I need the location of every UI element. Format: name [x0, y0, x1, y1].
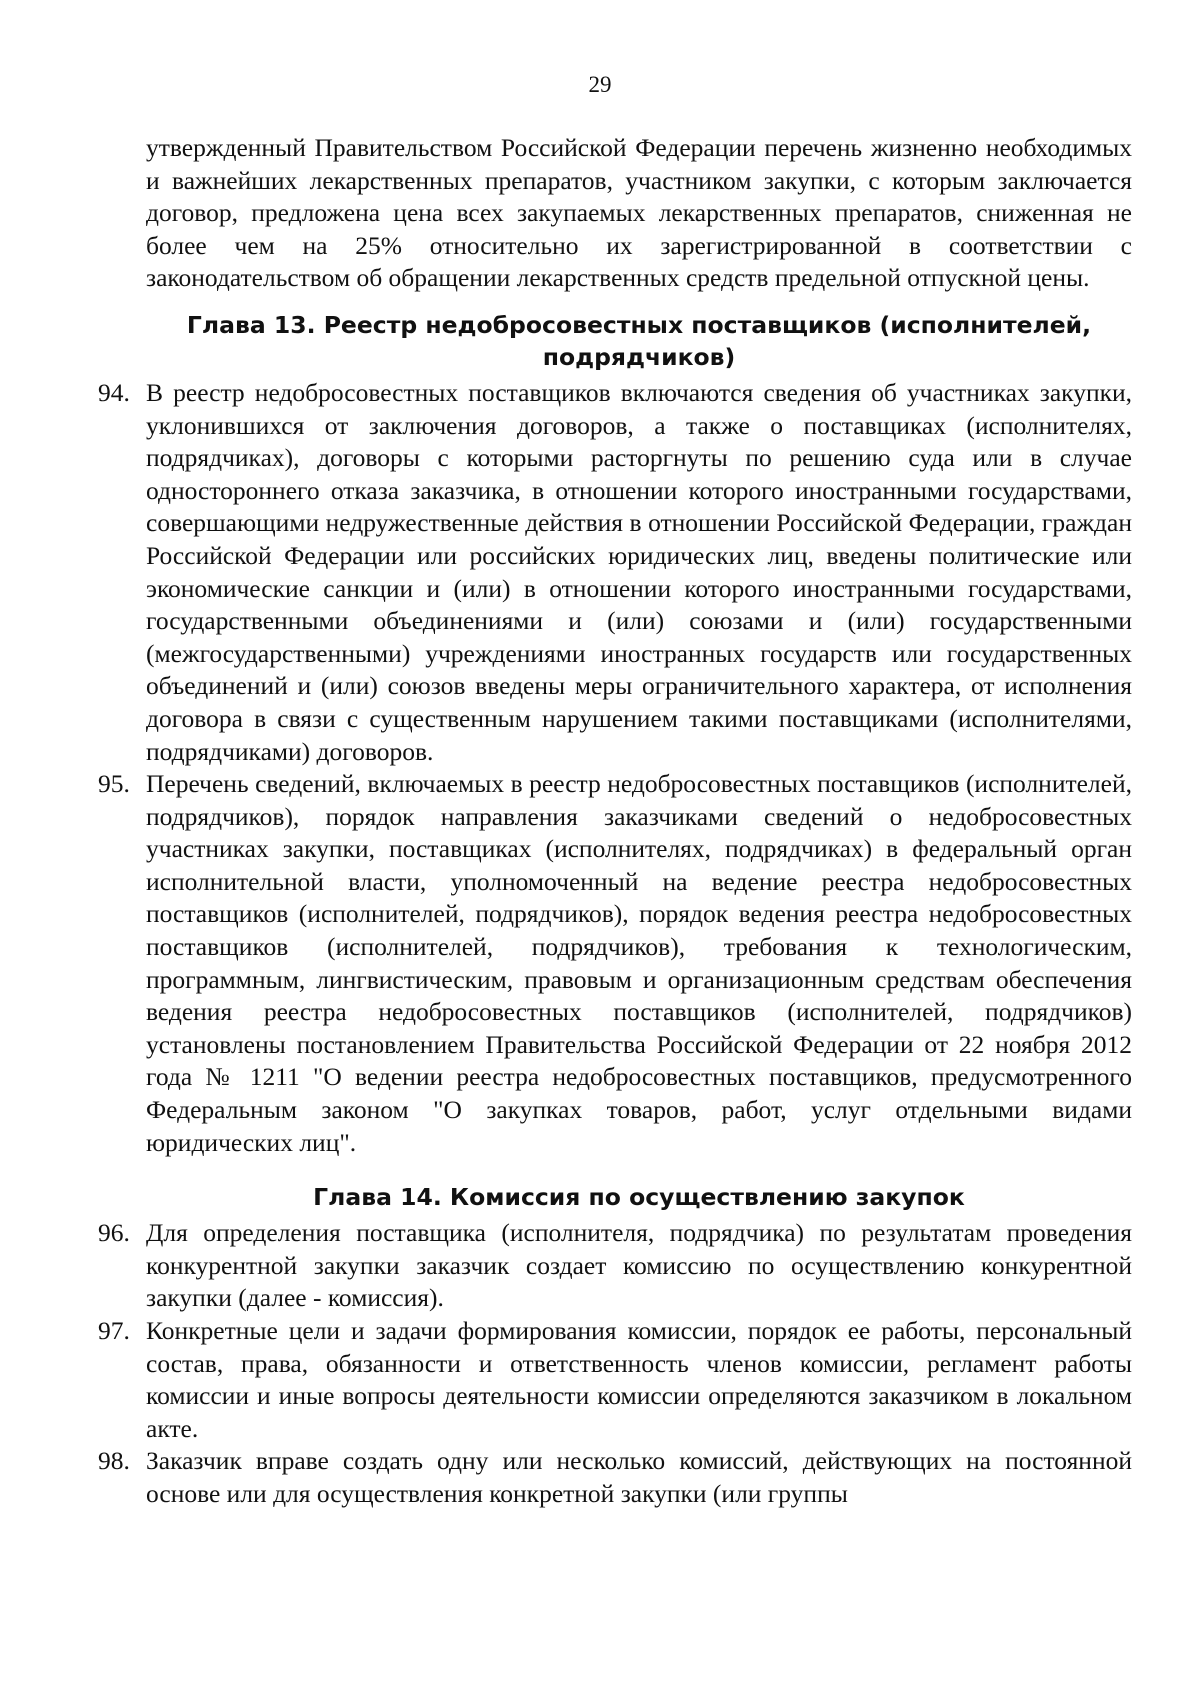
list-item	[98, 377, 1132, 768]
chapter-14-title: Глава 14. Комиссия по осуществлению закупок	[313, 1183, 965, 1212]
item-text: Перечень сведений, включаемых в реестр недобросовестных поставщиков (исполнителей, подрядчиков), порядок направления заказчиками сведений о недобросовестных участниках закупки, поставщиках (исполнителях, подрядчиках) в федеральный орган исполнительной власти, уполномоченный на ведение реестра недобросовестных поставщиков (исполнителей, подрядчиков), порядок ведения реестра недобросовестных поставщиков (исполнителей, подрядчиков), требования к технологическим, программным, лингвистическим, правовым и организационным средствам обеспечения ведения реестра недобросовестных поставщиков (исполнителей, подрядчиков) установлены постановлением Правительства Российской Федерации от 22 ноября 2012 года № 1211 "О ведении реестра недобросовестных поставщиков, предусмотренного Федеральным законом "О закупках товаров, работ, услуг отдельными видами юридических лиц".	[146, 769, 1132, 1157]
item-number: 95.	[98, 769, 130, 799]
item-number: 94.	[98, 377, 130, 407]
list-item	[98, 1315, 1132, 1445]
intro-paragraph: утвержденный Правительством Российской Федерации перечень жизненно необходимых и важнейших лекарственных препаратов, участником закупки, с которым заключается договор, предложена цена всех закупаемых лекарственных препаратов, сниженная не более чем на 25% относительно их зарегистрированной в соответствии с законодательством об обращении лекарственных средств предельной отпускной цены.	[146, 133, 1132, 293]
item-text: Заказчик вправе создать одну или несколько комиссий, действующих на постоянной основе или для осуществления конкретной закупки (или группы	[146, 1446, 1132, 1508]
document-body	[98, 132, 1132, 1511]
chapter-13-title: Глава 13. Реестр недобросовестных поставщиков (исполнителей, подрядчиков)	[186, 310, 1092, 371]
item-number: 97.	[98, 1316, 130, 1345]
item-text: В реестр недобросовестных поставщиков включаются сведения об участниках закупки, уклонившихся от заключения договоров, а также о поставщиках (исполнителях, подрядчиках), договоры с которыми расторгнуты по решению суда или в случае одностороннего отказа заказчика, в отношении которого иностранными государствами, совершающими недружественные действия в отношении Российской Федерации, граждан Российской Федерации или российских юридических лиц, введены политические или экономические санкции и (или) в отношении которого иностранными государствами, государственными объединениями и (или) союзами и (или) государственными (межгосударственными) учреждениями иностранных государств или государственных объединений и (или) союзов введены меры ограничительного характера, от исполнения договора в связи с существенным нарушением такими поставщиками (исполнителями, подрядчиками) договоров.	[146, 377, 1132, 766]
item-number: 96.	[98, 1218, 130, 1248]
list-item	[98, 1445, 1132, 1510]
page-number: 29	[588, 72, 612, 97]
item-number: 98.	[98, 1446, 130, 1476]
item-text: Для определения поставщика (исполнителя, подрядчика) по результатам проведения конкурентной закупки заказчик создает комиссию по осуществлению конкурентной закупки (далее - комиссия).	[146, 1218, 1132, 1313]
item-text: Конкретные цели и задачи формирования комиссии, порядок ее работы, персональный состав, права, обязанности и ответственность членов комиссии, регламент работы комиссии и иные вопросы деятельности комиссии определяются заказчиком в локальном акте.	[146, 1316, 1132, 1443]
list-item	[98, 1217, 1132, 1315]
list-item	[98, 768, 1132, 1159]
